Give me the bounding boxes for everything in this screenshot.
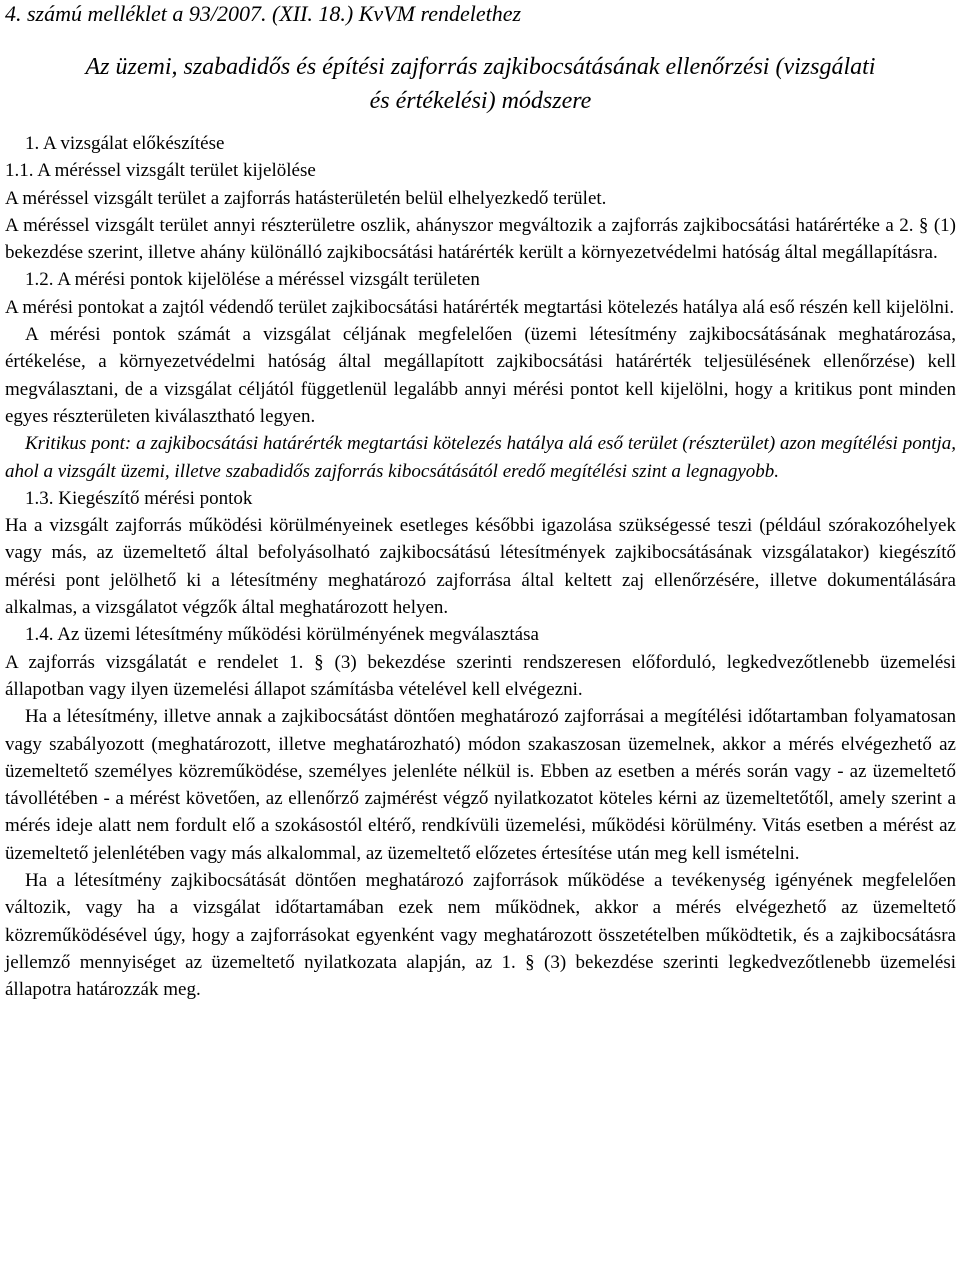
paragraph-1-2-b: A mérési pontok számát a vizsgálat céljának megfelelően (üzemi létesítmény zajkibocsátásának meghatározása, értékelése, a környezetvédelmi hatóság által megállapított zajkibocsátási határérték teljesülésének ellenőrzése) kell megválasztani, de a vizsgálat céljától függetlenül legalább annyi mérési pontot kell kijelölni, hogy a kritikus pont minden egyes részterületen kiválasztható legyen. (5, 324, 956, 427)
section-heading-1-3: 1.3. Kiegészítő mérési pontok (25, 487, 253, 509)
section-heading-1: 1. A vizsgálat előkészítése (25, 133, 225, 154)
title-line-1: Az üzemi, szabadidős és építési zajforrás zajkibocsátásának ellenőrzési (vizsgálati (85, 54, 876, 80)
title-line-2: és értékelési) módszere (369, 88, 592, 114)
paragraph-1-2-critical-point: Kritikus pont: a zajkibocsátási határérték megtartási kötelezés hatálya alá eső terület (részterület) azon megítélési pontja, ahol a vizsgált üzemi, illetve szabadidős zajforrás kibocsátásától eredő megítélési szint a legnagyobb. (5, 433, 956, 482)
paragraph-1-3-a: Ha a vizsgált zajforrás működési körülményeinek esetleges későbbi igazolása szükségessé teszi (például szórakozóhelyek vagy más, az üzemeltető által befolyásolható zajkibocsátású létesítmények zajkibocsátásának vizsgálatakor) kiegészítő mérési pont jelölhető ki a létesítmény meghatározó zajforrása által keltett zaj ellenőrzésére, illetve dokumentálására alkalmas, a vizsgálatot végzők által meghatározott helyen. (5, 515, 956, 619)
document-body (5, 130, 956, 1004)
document-title (5, 50, 956, 118)
section-heading-1-4: 1.4. Az üzemi létesítmény működési körülményének megválasztása (25, 624, 539, 646)
paragraph-1-4-b: Ha a létesítmény, illetve annak a zajkibocsátást döntően meghatározó zajforrásai a megítélési időtartamban folyamatosan vagy szabályozott (meghatározott, illetve meghatározható) módon szakaszosan üzemelnek, akkor a mérés elvégezhető az üzemeltető személyes közreműködése, személyes jelenléte nélkül is. Ebben az esetben a mérés során vagy - az üzemeltető távollétében - a mérést követően, az ellenőrző zajmérést végző nyilatkozatot köteles kérni az üzemeltetőtől, amely szerint a mérés ideje alatt nem fordult elő a szokásostól eltérő, rendkívüli üzemelési, működési körülmény. Vitás esetben a mérést az üzemeltető jelenlétében vagy más alkalommal, az üzemeltető előzetes értesítése után meg kell ismételni. (5, 706, 956, 864)
paragraph-1-1-a: A méréssel vizsgált terület a zajforrás hatásterületén belül elhelyezkedő terület. (5, 187, 607, 209)
section-heading-1-1: 1.1. A méréssel vizsgált terület kijelölése (5, 160, 316, 182)
annex-reference: 4. számú melléklet a 93/2007. (XII. 18.) KvVM rendelethez (5, 1, 522, 26)
paragraph-1-1-b: A méréssel vizsgált terület annyi részterületre oszlik, ahányszor megváltozik a zajforrás zajkibocsátási határértéke a 2. § (1) bekezdése szerint, illetve ahány különálló zajkibocsátási határérték került a környezetvédelmi hatóság által megállapításra. (5, 214, 956, 264)
paragraph-1-4-a: A zajforrás vizsgálatát e rendelet 1. § (3) bekezdése szerinti rendszeresen előforduló, legkedvezőtlenebb üzemelési állapotban vagy ilyen üzemelési állapot számításba vételével kell elvégezni. (5, 651, 956, 700)
section-heading-1-2: 1.2. A mérési pontok kijelölése a méréssel vizsgált területen (25, 269, 480, 291)
paragraph-1-4-c: Ha a létesítmény zajkibocsátását döntően meghatározó zajforrások működése a tevékenység igényének megfelelően változik, vagy ha a vizsgálat időtartamában ezek nem működnek, akkor a mérés elvégezhető az üzemeltető közreműködésével úgy, hogy a zajforrásokat egyenként vagy meghatározott összetételben működtetik, és a zajkibocsátásra jellemző mennyiséget az üzemeltető nyilatkozata alapján, az 1. § (3) bekezdése szerinti legkedvezőtlenebb üzemelési állapotra határozzák meg. (5, 870, 956, 1001)
paragraph-1-2-a: A mérési pontokat a zajtól védendő terület zajkibocsátási határérték megtartási kötelezés hatálya alá eső részén kell kijelölni. (5, 296, 955, 318)
